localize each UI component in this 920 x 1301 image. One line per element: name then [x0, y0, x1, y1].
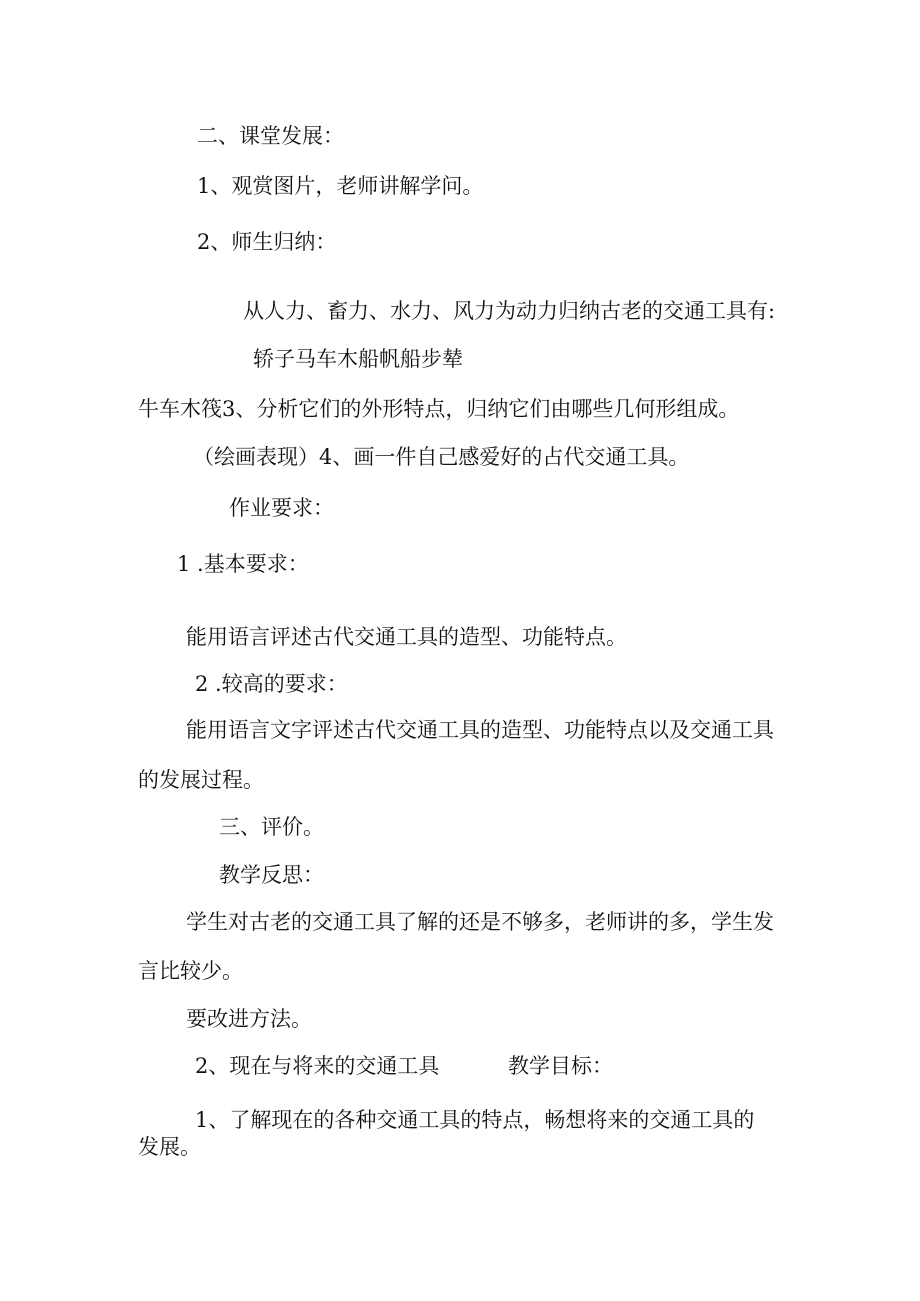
- basic-requirement-heading: 1 .基本要求：: [177, 552, 309, 576]
- higher-requirement-text-line-1: 能用语言文字评述古代交通工具的造型、功能特点以及交通工具: [186, 718, 774, 742]
- goal-1-line-2: 发展。: [138, 1135, 201, 1159]
- higher-requirement-text-line-2: 的发展过程。: [138, 768, 264, 792]
- step-1-view-pictures: 1、观赏图片，老师讲解学问。: [197, 174, 484, 198]
- teaching-goals-heading: 教学目标：: [508, 1054, 613, 1078]
- homework-heading: 作业要求：: [229, 496, 334, 520]
- section-heading-evaluation: 三、评价。: [219, 815, 324, 839]
- step-2-summary: 2、师生归纳：: [197, 230, 337, 254]
- improve-methods: 要改进方法。: [186, 1007, 312, 1031]
- basic-requirement-text: 能用语言评述古代交通工具的造型、功能特点。: [186, 625, 627, 649]
- lesson-2-title: 2、现在与将来的交通工具: [195, 1054, 440, 1078]
- reflection-heading: 教学反思：: [219, 863, 324, 887]
- section-heading-classroom-development: 二、课堂发展：: [197, 124, 344, 148]
- step-3-analyze-shapes: 牛车木筏3、分析它们的外形特点，归纳它们由哪些几何形组成。: [138, 397, 740, 421]
- ancient-vehicles-list: 轿子马车木船帆船步辇: [253, 347, 463, 371]
- step-4-drawing: （绘画表现）4、画一件自己感爱好的占代交通工具。: [193, 445, 690, 469]
- reflection-text-line-1: 学生对古老的交通工具了解的还是不够多，老师讲的多，学生发: [186, 910, 774, 934]
- higher-requirement-heading: 2 .较高的要求：: [195, 672, 348, 696]
- summary-intro: 从人力、畜力、水力、风力为动力归纳古老的交通工具有:: [243, 299, 776, 323]
- goal-1-line-1: 1、了解现在的各种交通工具的特点，畅想将来的交通工具的: [195, 1108, 755, 1132]
- reflection-text-line-2: 言比较少。: [138, 959, 243, 983]
